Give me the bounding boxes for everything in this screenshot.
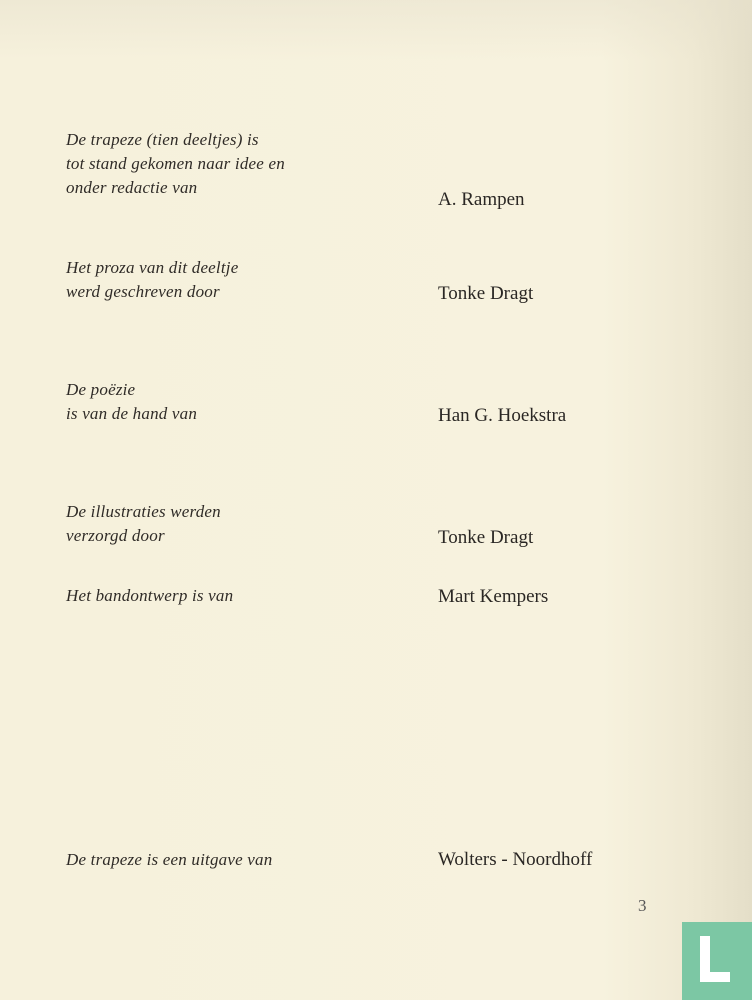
credit-label-illustrations (66, 500, 221, 548)
credit-name-poetry: Han G. Hoekstra (438, 405, 567, 426)
credit-label-poetry (66, 378, 197, 426)
credit-line: verzorgd door (66, 526, 165, 545)
credit-line: De illustraties werden (66, 502, 221, 521)
credit-label-prose (66, 256, 238, 304)
page-number: 3 (638, 896, 647, 915)
credit-line: De trapeze (tien deeltjes) is (66, 130, 259, 149)
credit-name-prose: Tonke Dragt (438, 283, 534, 304)
credit-line: werd geschreven door (66, 282, 220, 301)
credit-line: Het proza van dit deeltje (66, 258, 239, 277)
credit-line: De trapeze is een uitgave van (66, 850, 273, 869)
credit-label-cover (66, 584, 233, 608)
credit-name-illustrations: Tonke Dragt (438, 527, 534, 548)
credit-label-editor (66, 128, 285, 200)
credit-line: tot stand gekomen naar idee en (66, 154, 285, 173)
credit-name-publisher: Wolters - Noordhoff (438, 849, 593, 870)
credit-name-cover: Mart Kempers (438, 586, 549, 607)
page-shadow (0, 0, 752, 60)
credit-name-editor: A. Rampen (438, 189, 525, 210)
credit-line: is van de hand van (66, 404, 198, 423)
l-letter-shape (696, 932, 734, 986)
credit-line: De poëzie (66, 380, 136, 399)
credit-label-publisher (66, 848, 272, 872)
l-logo-icon (682, 922, 752, 1000)
credit-line: onder redactie van (66, 178, 198, 197)
credit-line: Het bandontwerp is van (66, 586, 234, 605)
